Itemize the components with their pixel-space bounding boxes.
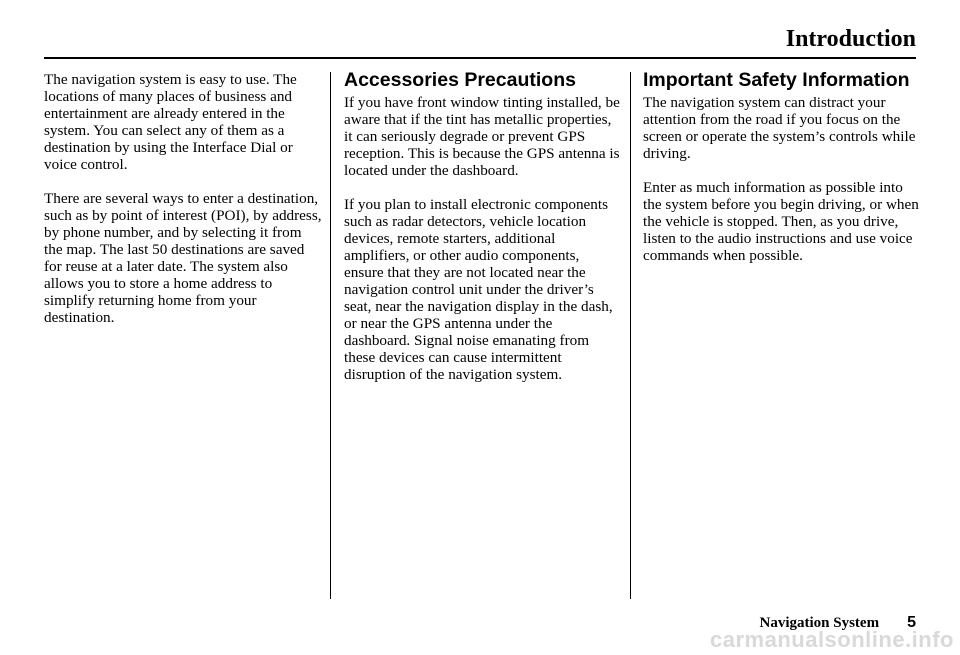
safety-paragraph-1: The navigation system can distract your attention from the road if you focus on the screen or operate the system’s controls while driving. (643, 94, 916, 162)
watermark: carmanualsonline.info (710, 627, 954, 652)
page-title: Introduction (785, 26, 916, 52)
accessories-column (344, 68, 622, 383)
accessories-paragraph-2: If you plan to install electronic components such as radar detectors, vehicle location devices, remote starters, additional amplifiers, or other audio components, ensure that they are not located near the navigation control unit under the driver’s seat, near the navigation display in the dash, or near the GPS antenna under the dashboard. Signal noise emanating from these devices can cause intermittent disruption of the navigation system. (344, 196, 613, 383)
intro-column (44, 68, 322, 326)
column-divider (630, 72, 631, 599)
safety-paragraph-2: Enter as much information as possible into the system before you begin driving, or when the vehicle is stopped. Then, as you drive, listen to the audio instructions and use voice commands when possible. (643, 179, 919, 264)
footer-label: Navigation System (759, 615, 880, 631)
title-rule (44, 57, 916, 59)
intro-paragraph-2: There are several ways to enter a destination, such as by point of interest (POI), by address, by phone number, and by selecting it from the map. The last 50 destinations are saved for reuse at a later date. The system also allows you to store a home address to simplify returning home from your destination. (44, 190, 322, 326)
page-number: 5 (907, 614, 916, 631)
safety-heading: Important Safety Information (643, 69, 910, 91)
intro-paragraph-1: The navigation system is easy to use. The locations of many places of business and entertainment are already entered in the system. You can select any of them as a destination by using the Interface Dial or voice control. (44, 71, 297, 173)
accessories-paragraph-1: If you have front window tinting installed, be aware that if the tint has metallic properties, it can seriously degrade or prevent GPS reception. This is because the GPS antenna is located under the dashboard. (344, 94, 620, 179)
column-divider (330, 72, 331, 599)
accessories-heading: Accessories Precautions (344, 69, 576, 91)
safety-column (643, 68, 921, 264)
